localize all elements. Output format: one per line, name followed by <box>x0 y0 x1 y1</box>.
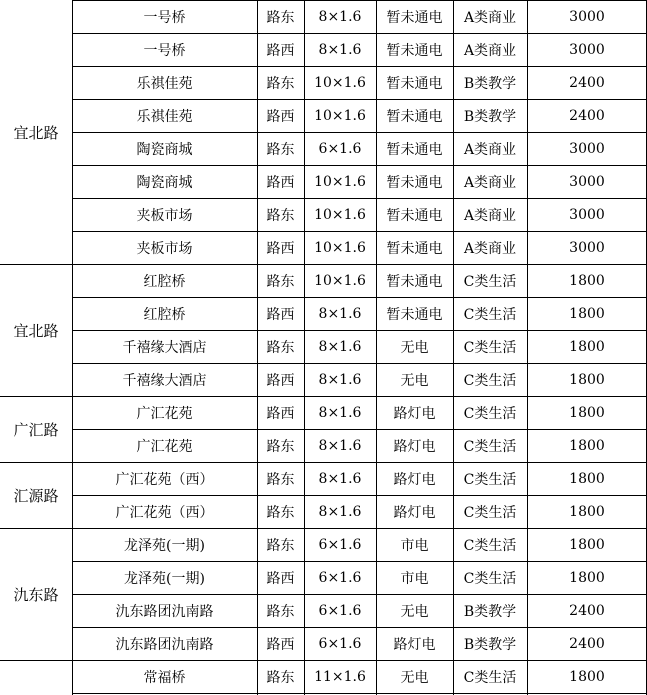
row-divider <box>72 330 647 331</box>
power-cell: 暂未通电 <box>386 9 443 26</box>
side-cell: 路东 <box>266 504 295 521</box>
side-cell: 路西 <box>266 372 295 389</box>
place-cell: 红腔桥 <box>143 306 186 323</box>
category-cell: A类商业 <box>463 207 517 224</box>
row-divider <box>72 627 647 628</box>
power-cell: 市电 <box>400 570 429 587</box>
size-cell: 8×1.6 <box>318 338 362 355</box>
category-cell: A类商业 <box>463 9 517 26</box>
row-divider <box>72 0 647 1</box>
price-cell: 2400 <box>569 74 605 91</box>
price-cell: 1800 <box>569 569 605 586</box>
place-cell: 广汇花苑（西） <box>115 504 214 521</box>
power-cell: 路灯电 <box>393 504 436 521</box>
category-cell: B类教学 <box>463 603 517 620</box>
category-cell: C类生活 <box>463 537 517 554</box>
power-cell: 路灯电 <box>393 471 436 488</box>
power-cell: 暂未通电 <box>386 108 443 125</box>
row-divider <box>72 594 647 595</box>
power-cell: 暂未通电 <box>386 75 443 92</box>
column-divider <box>304 0 305 695</box>
category-cell: B类教学 <box>463 75 517 92</box>
road-name-cell: 汇源路 <box>13 486 59 505</box>
side-cell: 路东 <box>266 471 295 488</box>
price-cell: 1800 <box>569 272 605 289</box>
row-divider <box>72 429 647 430</box>
power-cell: 暂未通电 <box>386 174 443 191</box>
category-cell: C类生活 <box>463 438 517 455</box>
row-divider <box>72 561 647 562</box>
place-cell: 夹板市场 <box>136 207 193 224</box>
column-divider <box>72 0 73 695</box>
side-cell: 路西 <box>266 42 295 59</box>
category-cell: C类生活 <box>463 273 517 290</box>
price-cell: 3000 <box>569 140 605 157</box>
row-divider <box>72 660 647 661</box>
size-cell: 10×1.6 <box>314 239 366 256</box>
size-cell: 8×1.6 <box>318 305 362 322</box>
side-cell: 路东 <box>266 75 295 92</box>
row-divider <box>72 231 647 232</box>
side-cell: 路西 <box>266 240 295 257</box>
power-cell: 暂未通电 <box>386 42 443 59</box>
place-cell: 一号桥 <box>143 42 186 59</box>
size-cell: 6×1.6 <box>318 536 362 553</box>
size-cell: 10×1.6 <box>314 74 366 91</box>
size-cell: 10×1.6 <box>314 206 366 223</box>
category-cell: C类生活 <box>463 306 517 323</box>
row-divider <box>72 264 647 265</box>
place-cell: 广汇花苑 <box>136 405 193 422</box>
road-name-cell <box>0 660 72 693</box>
place-cell: 一号桥 <box>143 9 186 26</box>
row-divider <box>72 462 647 463</box>
size-cell: 11×1.6 <box>314 668 366 685</box>
place-cell: 红腔桥 <box>143 273 186 290</box>
price-cell: 3000 <box>569 206 605 223</box>
place-cell: 陶瓷商城 <box>136 141 193 158</box>
size-cell: 6×1.6 <box>318 569 362 586</box>
row-divider <box>72 528 647 529</box>
row-divider <box>72 99 647 100</box>
category-cell: C类生活 <box>463 372 517 389</box>
size-cell: 8×1.6 <box>318 470 362 487</box>
group-divider <box>0 396 72 397</box>
category-cell: C类生活 <box>463 339 517 356</box>
place-cell: 龙泽苑(一期) <box>124 537 205 554</box>
size-cell: 10×1.6 <box>314 107 366 124</box>
category-cell: A类商业 <box>463 174 517 191</box>
power-cell: 无电 <box>400 339 429 356</box>
row-divider <box>72 132 647 133</box>
power-cell: 暂未通电 <box>386 306 443 323</box>
side-cell: 路西 <box>266 174 295 191</box>
category-cell: C类生活 <box>463 471 517 488</box>
side-cell: 路东 <box>266 339 295 356</box>
price-cell: 1800 <box>569 536 605 553</box>
place-cell: 千禧缘大酒店 <box>122 339 207 356</box>
price-cell: 2400 <box>569 635 605 652</box>
row-divider <box>72 693 647 694</box>
power-cell: 市电 <box>400 537 429 554</box>
power-cell: 无电 <box>400 603 429 620</box>
side-cell: 路西 <box>266 108 295 125</box>
side-cell: 路东 <box>266 273 295 290</box>
group-divider <box>0 660 72 661</box>
place-cell: 夹板市场 <box>136 240 193 257</box>
power-cell: 暂未通电 <box>386 207 443 224</box>
price-cell: 3000 <box>569 8 605 25</box>
row-divider <box>72 363 647 364</box>
group-divider <box>0 528 72 529</box>
side-cell: 路东 <box>266 438 295 455</box>
place-cell: 氿东路团氿南路 <box>115 636 214 653</box>
side-cell: 路西 <box>266 306 295 323</box>
power-cell: 无电 <box>400 372 429 389</box>
category-cell: B类教学 <box>463 108 517 125</box>
size-cell: 10×1.6 <box>314 173 366 190</box>
price-cell: 3000 <box>569 239 605 256</box>
size-cell: 6×1.6 <box>318 140 362 157</box>
place-cell: 乐祺佳苑 <box>136 75 193 92</box>
price-cell: 1800 <box>569 371 605 388</box>
place-cell: 千禧缘大酒店 <box>122 372 207 389</box>
road-name-cell: 宜北路 <box>13 123 59 142</box>
size-cell: 8×1.6 <box>318 503 362 520</box>
place-cell: 乐祺佳苑 <box>136 108 193 125</box>
row-divider <box>72 33 647 34</box>
size-cell: 6×1.6 <box>318 602 362 619</box>
row-divider <box>72 198 647 199</box>
category-cell: C类生活 <box>463 405 517 422</box>
size-cell: 10×1.6 <box>314 272 366 289</box>
power-cell: 路灯电 <box>393 405 436 422</box>
category-cell: C类生活 <box>463 570 517 587</box>
group-divider <box>0 462 72 463</box>
row-divider <box>72 495 647 496</box>
group-divider <box>0 264 72 265</box>
column-divider <box>376 0 377 695</box>
place-cell: 陶瓷商城 <box>136 174 193 191</box>
price-cell: 3000 <box>569 173 605 190</box>
power-cell: 暂未通电 <box>386 273 443 290</box>
road-name-cell: 广汇路 <box>13 420 59 439</box>
power-cell: 暂未通电 <box>386 240 443 257</box>
side-cell: 路东 <box>266 603 295 620</box>
row-divider <box>72 66 647 67</box>
column-divider <box>527 0 528 695</box>
category-cell: C类生活 <box>463 669 517 686</box>
side-cell: 路西 <box>266 636 295 653</box>
place-cell: 广汇花苑（西） <box>115 471 214 488</box>
price-cell: 1800 <box>569 503 605 520</box>
category-cell: A类商业 <box>463 141 517 158</box>
side-cell: 路西 <box>266 405 295 422</box>
size-cell: 8×1.6 <box>318 404 362 421</box>
category-cell: C类生活 <box>463 504 517 521</box>
price-cell: 1800 <box>569 437 605 454</box>
column-divider <box>257 0 258 695</box>
size-cell: 8×1.6 <box>318 371 362 388</box>
place-cell: 氿东路团氿南路 <box>115 603 214 620</box>
power-cell: 暂未通电 <box>386 141 443 158</box>
price-cell: 1800 <box>569 305 605 322</box>
size-cell: 8×1.6 <box>318 41 362 58</box>
place-cell: 龙泽苑(一期) <box>124 570 205 587</box>
category-cell: B类教学 <box>463 636 517 653</box>
side-cell: 路西 <box>266 570 295 587</box>
road-name-cell: 宜北路 <box>13 321 59 340</box>
power-cell: 路灯电 <box>393 636 436 653</box>
category-cell: A类商业 <box>463 240 517 257</box>
price-cell: 2400 <box>569 602 605 619</box>
road-name-cell: 氿东路 <box>13 585 59 604</box>
price-cell: 1800 <box>569 470 605 487</box>
row-divider <box>72 396 647 397</box>
power-cell: 路灯电 <box>393 438 436 455</box>
side-cell: 路东 <box>266 9 295 26</box>
row-divider <box>72 165 647 166</box>
side-cell: 路东 <box>266 537 295 554</box>
category-cell: A类商业 <box>463 42 517 59</box>
side-cell: 路东 <box>266 207 295 224</box>
size-cell: 8×1.6 <box>318 437 362 454</box>
side-cell: 路东 <box>266 669 295 686</box>
price-cell: 1800 <box>569 338 605 355</box>
size-cell: 8×1.6 <box>318 8 362 25</box>
row-divider <box>72 297 647 298</box>
price-cell: 3000 <box>569 41 605 58</box>
size-cell: 6×1.6 <box>318 635 362 652</box>
price-cell: 1800 <box>569 668 605 685</box>
power-cell: 无电 <box>400 669 429 686</box>
side-cell: 路东 <box>266 141 295 158</box>
place-cell: 广汇花苑 <box>136 438 193 455</box>
price-cell: 2400 <box>569 107 605 124</box>
price-cell: 1800 <box>569 404 605 421</box>
place-cell: 常福桥 <box>143 669 186 686</box>
column-divider <box>453 0 454 695</box>
